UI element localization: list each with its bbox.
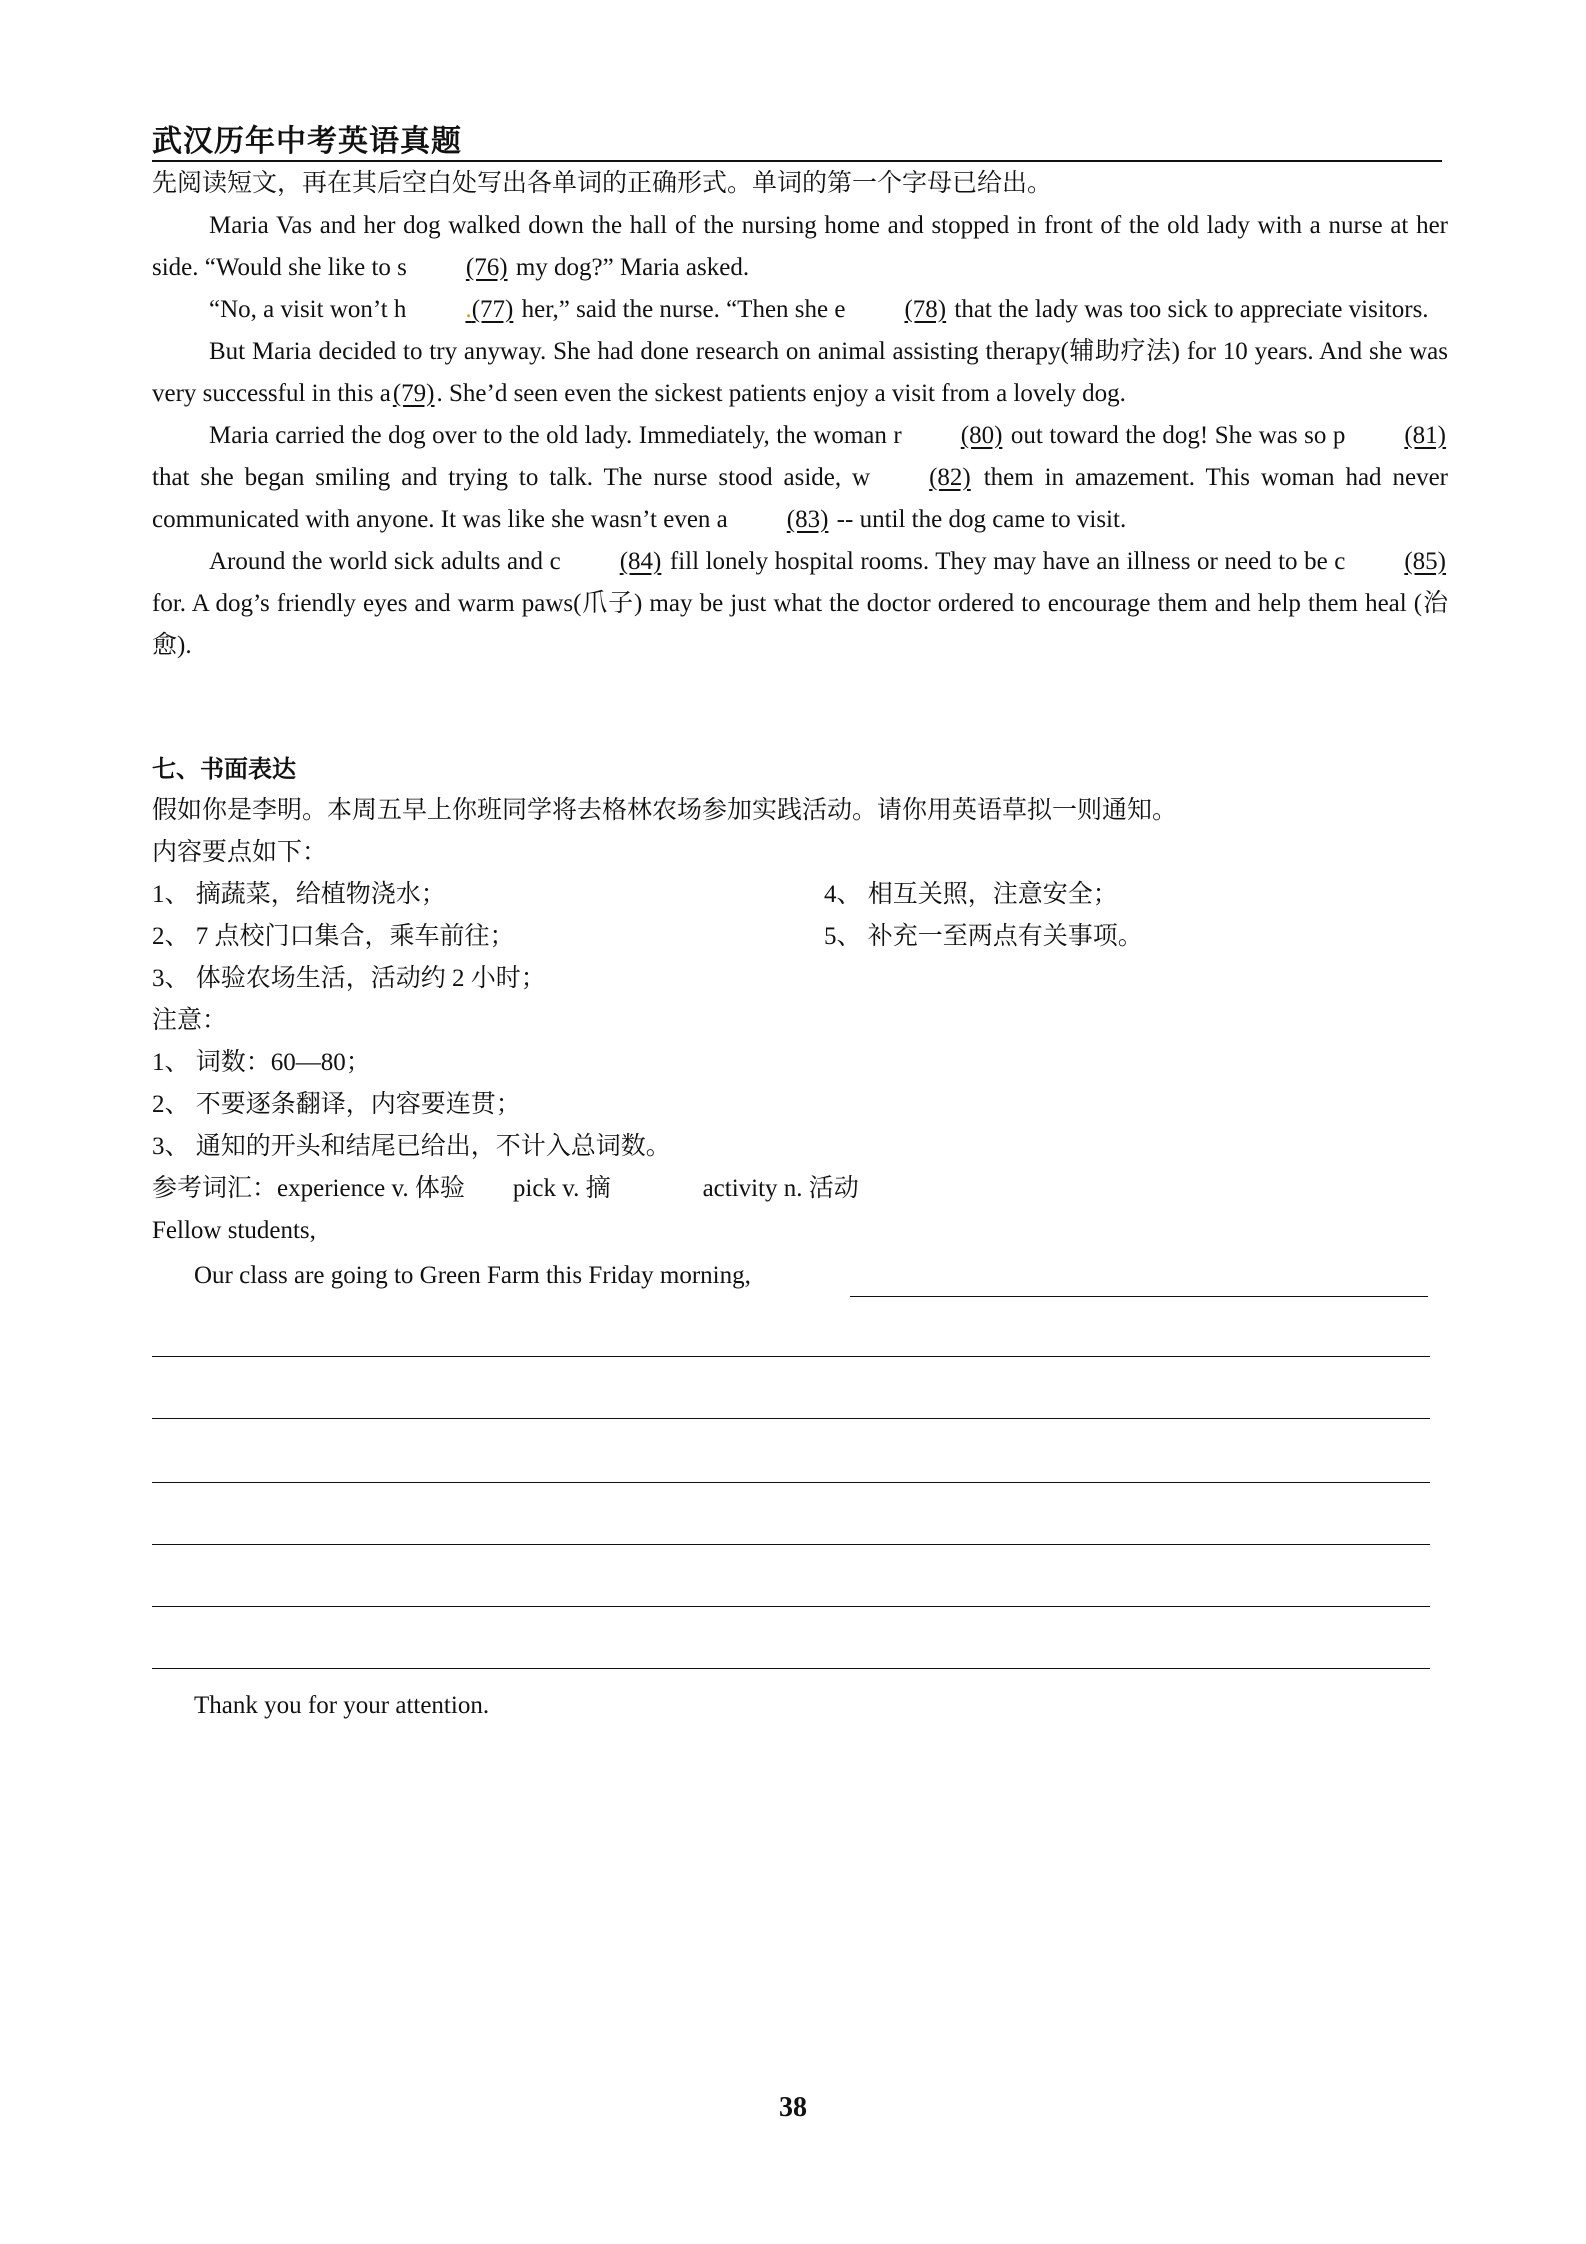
- passage-text: Around the world sick adults and c: [209, 548, 561, 575]
- passage-text: for. A dog’s friendly eyes and warm paws(爪子) may be just what the doctor ordered to encourage them and help them heal (治愈).: [152, 590, 1448, 659]
- vocab-item: activity n. 活动: [702, 1175, 859, 1202]
- blank-80[interactable]: (80): [960, 422, 1003, 449]
- blank-85[interactable]: (85): [1404, 548, 1446, 575]
- passage-text: that she began smiling and trying to talk. The nurse stood aside, w: [152, 464, 871, 491]
- reading-instruction: 先阅读短文，再在其后空白处写出各单词的正确形式。单词的第一个字母已给出。: [152, 170, 1053, 197]
- content-point-1: 1、 摘蔬菜，给植物浇水；: [152, 881, 446, 908]
- notice-greeting: Fellow students,: [152, 1217, 316, 1244]
- content-point-5: 5、 补充一至两点有关事项。: [824, 923, 1143, 950]
- note-2: 2、 不要逐条翻译，内容要连贯；: [152, 1091, 521, 1118]
- blank-77-label: (77): [471, 296, 514, 323]
- answer-line[interactable]: [152, 1418, 1430, 1419]
- passage-text: “No, a visit won’t h: [209, 296, 407, 323]
- page-number: 38: [779, 2092, 807, 2123]
- vocab-item: experience v. 体验: [277, 1175, 465, 1202]
- highlight-dot: .: [465, 296, 472, 323]
- passage-text: But Maria decided to try anyway. She had done research on animal assisting therapy(辅助疗法) for 10 years. And she was very successful in this a: [152, 338, 1448, 407]
- passage-paragraph-1: [152, 205, 1448, 289]
- blank-82[interactable]: (82): [929, 464, 971, 491]
- reading-passage: [152, 205, 1448, 667]
- note-3: 3、 通知的开头和结尾已给出，不计入总词数。: [152, 1133, 671, 1160]
- content-point-4: 4、 相互关照，注意安全；: [824, 881, 1118, 908]
- writing-section-title: 七、书面表达: [152, 755, 296, 783]
- answer-line[interactable]: [152, 1544, 1430, 1545]
- blank-81[interactable]: (81): [1404, 422, 1447, 449]
- blank-76[interactable]: (76): [465, 254, 508, 281]
- passage-paragraph-3: [152, 331, 1448, 415]
- header-title: 武汉历年中考英语真题: [152, 124, 462, 159]
- passage-paragraph-2: [152, 289, 1448, 331]
- reference-vocabulary: [152, 1168, 1448, 1210]
- blank-78[interactable]: (78): [904, 296, 947, 323]
- content-point-3: 3、 体验农场生活，活动约 2 小时；: [152, 965, 546, 992]
- notes-heading: 注意：: [152, 1007, 228, 1034]
- vocab-item: pick v. 摘: [512, 1175, 611, 1202]
- passage-text: Maria carried the dog over to the old lady. Immediately, the woman r: [209, 422, 902, 449]
- passage-text: . She’d seen even the sickest patients enjoy a visit from a lovely dog.: [436, 380, 1126, 407]
- passage-paragraph-5: [152, 541, 1448, 667]
- vocab-label: 参考词汇：: [152, 1175, 278, 1202]
- passage-text: them in amazement. This woman had never communicated with anyone. It was like she wasn’t even a: [152, 464, 1448, 533]
- writing-prompt: 假如你是李明。本周五早上你班同学将去格林农场参加实践活动。请你用英语草拟一则通知。: [152, 797, 1178, 824]
- header-rule: [152, 160, 1442, 162]
- passage-paragraph-4: [152, 415, 1448, 541]
- notes-list: [152, 1042, 671, 1168]
- answer-line[interactable]: [850, 1296, 1428, 1297]
- passage-text: her,” said the nurse. “Then she e: [515, 296, 846, 323]
- passage-text: -- until the dog came to visit.: [830, 506, 1127, 533]
- passage-text: Maria Vas and her dog walked down the hall of the nursing home and stopped in front of the old lady with a nurse at her side. “Would she like to s: [152, 212, 1448, 281]
- passage-text: that the lady was too sick to appreciate visitors.: [948, 296, 1429, 323]
- answer-line[interactable]: [152, 1482, 1430, 1483]
- blank-77[interactable]: [406, 289, 515, 331]
- content-point-2: 2、 7 点校门口集合，乘车前往；: [152, 923, 515, 950]
- blank-83[interactable]: (83): [786, 506, 829, 533]
- notice-closing: Thank you for your attention.: [194, 1692, 490, 1719]
- passage-text: out toward the dog! She was so p: [1004, 422, 1346, 449]
- answer-line[interactable]: [152, 1356, 1430, 1357]
- passage-text: my dog?” Maria asked.: [509, 254, 750, 281]
- blank-79[interactable]: (79): [392, 380, 435, 407]
- answer-line[interactable]: [152, 1606, 1430, 1607]
- answer-line[interactable]: [152, 1668, 1430, 1669]
- notice-opening: Our class are going to Green Farm this Friday morning,: [194, 1262, 751, 1289]
- blank-84[interactable]: (84): [619, 548, 662, 575]
- content-points-heading: 内容要点如下：: [152, 839, 328, 866]
- passage-text: fill lonely hospital rooms. They may have an illness or need to be c: [663, 548, 1346, 575]
- note-1: 1、 词数：60—80；: [152, 1049, 371, 1076]
